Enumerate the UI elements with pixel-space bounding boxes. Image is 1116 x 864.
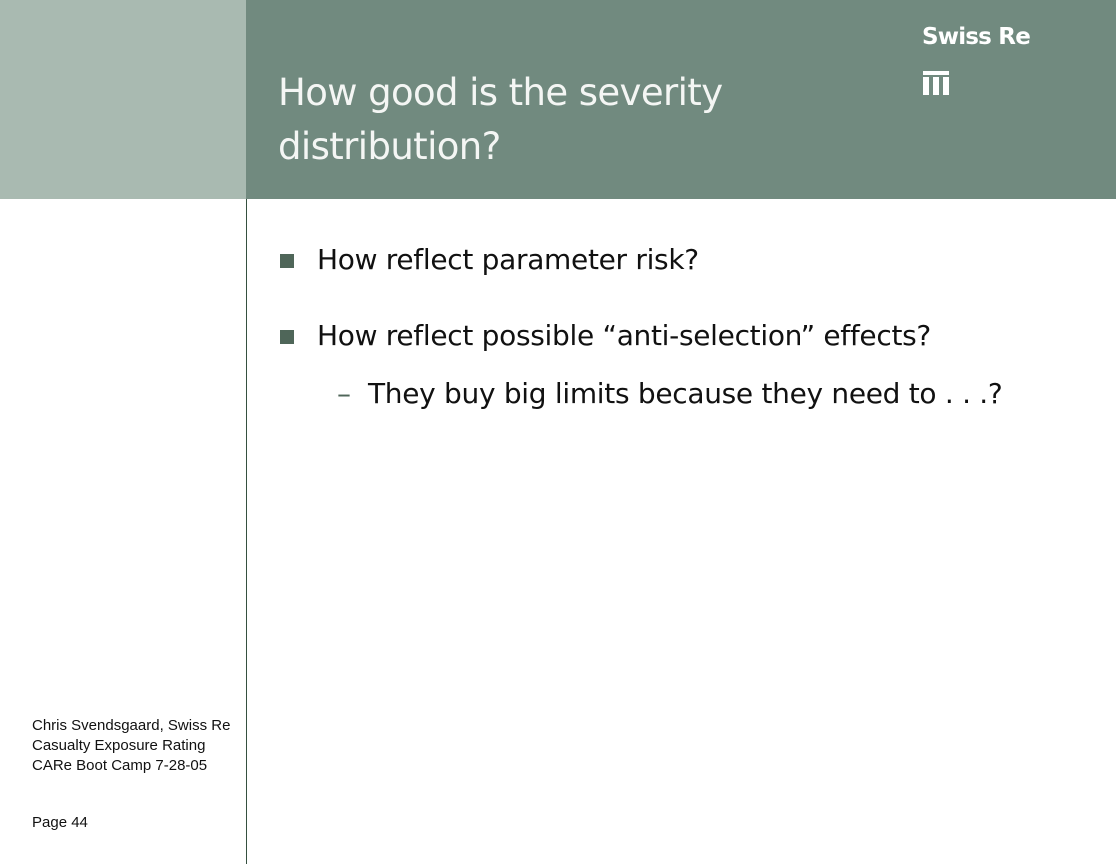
vertical-divider bbox=[246, 199, 247, 864]
logo-text: Swiss Re bbox=[922, 24, 1030, 50]
slide-title bbox=[278, 66, 798, 174]
footer-event: CARe Boot Camp 7-28-05 bbox=[32, 757, 208, 774]
bullet-text: How reflect possible “anti-selection” effects? bbox=[317, 319, 931, 352]
footer-author: Chris Svendsgaard, Swiss Re bbox=[32, 717, 231, 734]
square-bullet-icon bbox=[280, 330, 294, 344]
swiss-re-logo bbox=[922, 22, 1052, 102]
title-band bbox=[246, 0, 1116, 199]
square-bullet-icon bbox=[280, 254, 294, 268]
presentation-footer bbox=[32, 716, 244, 776]
page-number: Page 44 bbox=[32, 814, 88, 831]
footer-topic: Casualty Exposure Rating bbox=[32, 737, 206, 754]
bullet-text: How reflect parameter risk? bbox=[317, 243, 699, 276]
slide-title-line-2: distribution? bbox=[278, 125, 501, 168]
swiss-re-logo-icon bbox=[923, 71, 949, 95]
left-header-block bbox=[0, 0, 246, 199]
slide-title-line-1: How good is the severity bbox=[278, 71, 723, 114]
sub-bullet-text: They buy big limits because they need to . . .? bbox=[368, 377, 1003, 410]
dash-bullet-icon: – bbox=[337, 377, 351, 410]
